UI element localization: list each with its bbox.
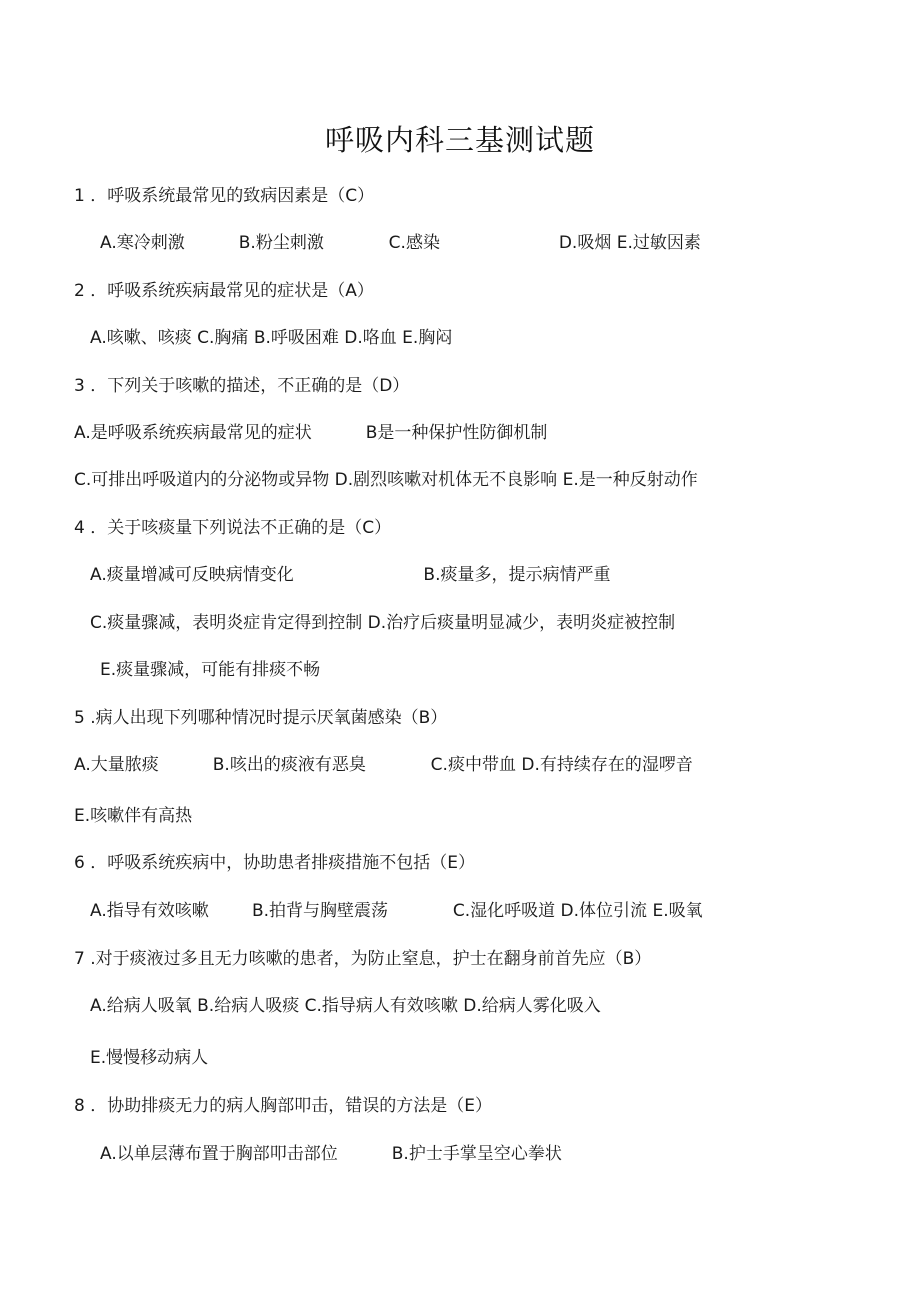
question-5-options-b: E.咳嗽伴有高热 [74,806,193,826]
question-4-options-b: C.痰量骤减，表明炎症肯定得到控制 D.治疗后痰量明显减少，表明炎症被控制 [90,613,676,633]
document-title: 呼吸内科三基测试题 [324,123,595,157]
question-3: 3 ．下列关于咳嗽的描述，不正确的是（D） [74,376,410,396]
question-8: 8 ．协助排痰无力的病人胸部叩击，错误的方法是（E） [74,1096,492,1116]
question-6: 6 ．呼吸系统疾病中，协助患者排痰措施不包括（E） [74,853,475,873]
question-6-options: A.指导有效咳嗽 B.拍背与胸壁震荡 C.湿化呼吸道 D.体位引流 E.吸氧 [90,901,703,921]
question-7-options-a: A.给病人吸氧 B.给病人吸痰 C.指导病人有效咳嗽 D.给病人雾化吸入 [90,996,601,1016]
question-4: 4 ．关于咳痰量下列说法不正确的是（C） [74,518,392,538]
question-3-options-a: A.是呼吸系统疾病最常见的症状 B是一种保护性防御机制 [74,423,548,443]
question-1: 1 ．呼吸系统最常见的致病因素是（C） [74,186,375,206]
question-3-options-b: C.可排出呼吸道内的分泌物或异物 D.剧烈咳嗽对机体无不良影响 E.是一种反射动作 [74,470,698,490]
question-1-options: A.寒冷刺激 B.粉尘刺激 C.感染 D.吸烟 E.过敏因素 [100,233,701,253]
question-4-options-c: E.痰量骤减，可能有排痰不畅 [100,660,321,680]
question-7: 7 .对于痰液过多且无力咳嗽的患者，为防止窒息，护士在翻身前首先应（B） [74,949,652,969]
question-7-options-b: E.慢慢移动病人 [90,1048,209,1068]
question-8-options: A.以单层薄布置于胸部叩击部位 B.护士手掌呈空心拳状 [100,1144,562,1164]
question-2: 2 ．呼吸系统疾病最常见的症状是（A） [74,281,374,301]
question-4-options-a: A.痰量增减可反映病情变化 B.痰量多，提示病情严重 [90,565,611,585]
question-2-options: A.咳嗽、咳痰 C.胸痛 B.呼吸困难 D.咯血 E.胸闷 [90,328,453,348]
question-5: 5 .病人出现下列哪种情况时提示厌氧菌感染（B） [74,708,448,728]
question-5-options-a: A.大量脓痰 B.咳出的痰液有恶臭 C.痰中带血 D.有持续存在的湿啰音 [74,755,693,775]
